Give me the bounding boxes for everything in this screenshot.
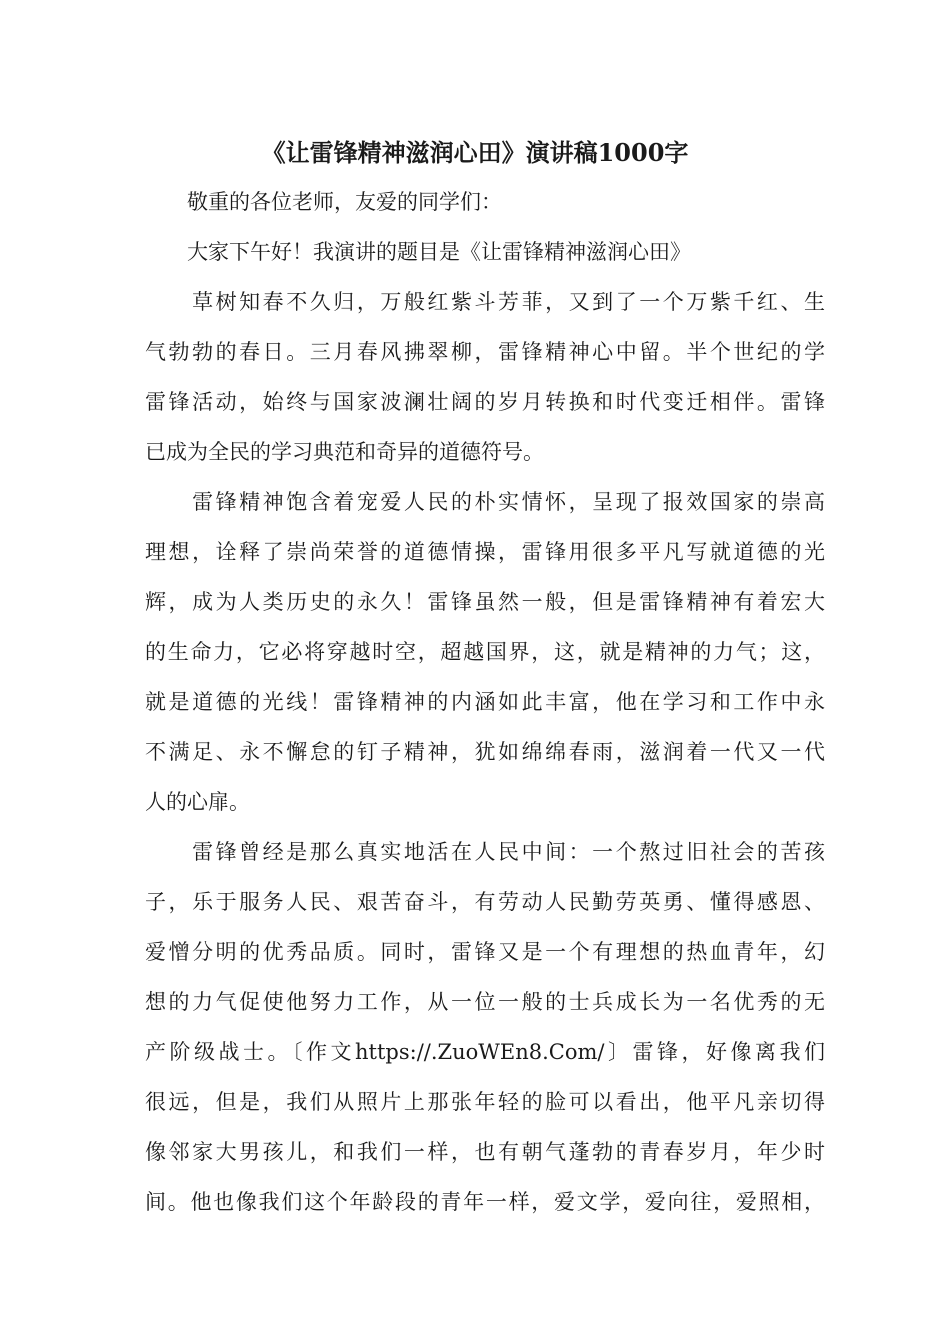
body-line: 不满足、永不懈怠的钉子精神，犹如绵绵春雨，滋润着一代又一代 bbox=[145, 740, 825, 764]
document-title: 《让雷锋精神滋润心田》演讲稿1000字 bbox=[261, 138, 689, 167]
body-line: 气勃勃的春日。三月春风拂翠柳，雷锋精神心中留。半个世纪的学 bbox=[145, 340, 825, 364]
intro-line: 大家下午好！我演讲的题目是《让雷锋精神滋润心田》 bbox=[145, 240, 691, 264]
body-line: 雷锋精神饱含着宠爱人民的朴实情怀，呈现了报效国家的崇高 bbox=[145, 490, 825, 514]
body-line: 的生命力，它必将穿越时空，超越国界，这，就是精神的力气；这， bbox=[145, 640, 825, 664]
body-line: 雷锋曾经是那么真实地活在人民中间：一个熬过旧社会的苦孩 bbox=[145, 840, 825, 864]
body-line: 像邻家大男孩儿，和我们一样，也有朝气蓬勃的青春岁月，年少时 bbox=[145, 1140, 825, 1164]
body-line: 产阶级战士。〔作文https://.ZuoWEn8.Com/〕雷锋，好像离我们 bbox=[145, 1040, 825, 1064]
body-line: 已成为全民的学习典范和奇异的道德符号。 bbox=[145, 440, 544, 464]
body-line: 草树知春不久归，万般红紫斗芳菲，又到了一个万紫千红、生 bbox=[145, 290, 825, 314]
body-line: 人的心扉。 bbox=[145, 790, 250, 814]
body-line: 雷锋活动，始终与国家波澜壮阔的岁月转换和时代变迁相伴。雷锋 bbox=[145, 390, 825, 414]
body-line: 爱憎分明的优秀品质。同时，雷锋又是一个有理想的热血青年，幻 bbox=[145, 940, 825, 964]
body-line: 子，乐于服务人民、艰苦奋斗，有劳动人民勤劳英勇、懂得感恩、 bbox=[145, 890, 825, 914]
body-line: 就是道德的光线！雷锋精神的内涵如此丰富，他在学习和工作中永 bbox=[145, 690, 825, 714]
body-line: 理想，诠释了崇尚荣誉的道德情操，雷锋用很多平凡写就道德的光 bbox=[145, 540, 825, 564]
body-line: 间。他也像我们这个年龄段的青年一样，爱文学，爱向往，爱照相， bbox=[145, 1190, 825, 1214]
body-line: 很远，但是，我们从照片上那张年轻的脸可以看出，他平凡亲切得 bbox=[145, 1090, 825, 1114]
body-line: 想的力气促使他努力工作，从一位一般的士兵成长为一名优秀的无 bbox=[145, 990, 825, 1014]
body-line: 辉，成为人类历史的永久！雷锋虽然一般，但是雷锋精神有着宏大 bbox=[145, 590, 825, 614]
greeting-line: 敬重的各位老师，友爱的同学们： bbox=[145, 190, 502, 214]
